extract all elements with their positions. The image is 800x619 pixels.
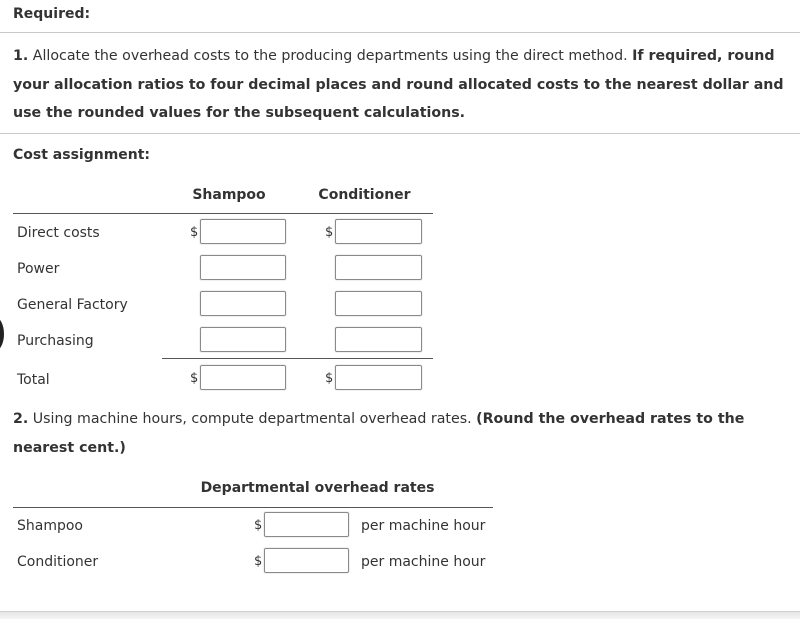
currency-symbol: $ [190,225,199,240]
row-label-direct-costs: Direct costs [17,225,100,241]
part1-text: Allocate the overhead costs to the producing departments using the direct method. [32,48,628,64]
row-label-general-factory: General Factory [17,297,128,313]
divider-mid [0,133,800,134]
left-edge-marker [0,317,4,351]
general-factory-conditioner-input[interactable] [335,291,422,316]
currency-symbol: $ [254,518,263,533]
part1-number: 1. [13,48,29,64]
part1-bold-2: your allocation ratios to four decimal places and round allocated costs to the nearest dollar and [13,76,784,93]
rates-table-header: Departmental overhead rates [200,480,435,496]
row-label-total: Total [17,372,50,388]
rates-row-label-conditioner: Conditioner [17,554,99,570]
col-shampoo-header: Shampoo [192,187,266,203]
part2-number: 2. [13,411,29,427]
unit-label: per machine hour [361,518,486,534]
part2-instructions [13,405,798,462]
row-label-power: Power [17,261,60,277]
rate-conditioner-input[interactable] [264,548,349,573]
part2-text: Using machine hours, compute departmental overhead rates. [32,411,472,427]
direct-costs-shampoo-input[interactable] [200,219,286,244]
currency-symbol: $ [190,371,199,386]
direct-costs-conditioner-input[interactable] [335,219,422,244]
part1-instructions [13,42,798,128]
total-shampoo-input[interactable] [200,365,286,390]
currency-symbol: $ [325,371,334,386]
rates-table-header-rule [13,507,493,508]
col-conditioner-header: Conditioner [318,187,411,203]
currency-symbol: $ [254,554,263,569]
total-conditioner-input[interactable] [335,365,422,390]
total-rule [162,358,433,359]
rate-shampoo-input[interactable] [264,512,349,537]
cost-table-header-rule [13,213,433,214]
part2-bold-1: (Round the overhead rates to the [476,411,745,427]
purchasing-conditioner-input[interactable] [335,327,422,352]
currency-symbol: $ [325,225,334,240]
row-label-purchasing: Purchasing [17,333,94,349]
unit-label: per machine hour [361,554,486,570]
power-shampoo-input[interactable] [200,255,286,280]
rates-row-label-shampoo: Shampoo [17,518,83,534]
required-heading: Required: [13,6,91,22]
part2-bold-2: nearest cent.) [13,439,126,456]
power-conditioner-input[interactable] [335,255,422,280]
cost-assignment-heading: Cost assignment: [13,147,151,163]
general-factory-shampoo-input[interactable] [200,291,286,316]
part1-bold-3: use the rounded values for the subsequent calculations. [13,105,466,121]
part1-bold-1: If required, round [632,48,775,64]
purchasing-shampoo-input[interactable] [200,327,286,352]
divider-top [0,32,800,33]
